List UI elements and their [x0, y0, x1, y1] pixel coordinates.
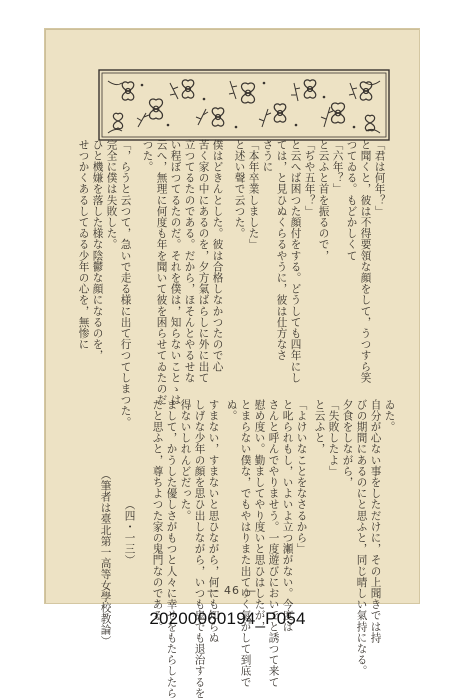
text-column: ゐた。 [383, 399, 396, 433]
text-column: 「本年卒業しました」 [247, 139, 260, 250]
text-column: 慰め度い。勤ましてやり度いと思ひはしたが， [253, 399, 266, 633]
text-column: 得ないしれんどだった。 [179, 399, 192, 522]
text-column: 自分が心ない事をしただけに，その上聞きでは持 [369, 399, 382, 644]
text-column: まして，かうした優しさがもつと人々に幸せをもたらしたら [165, 399, 178, 699]
text-column: 「よけいなことをなさるから」 [295, 399, 308, 555]
text-column: と云へば困つた顔付をする。どうしても四年にし [289, 139, 302, 384]
text-column: だと思ふと，尊ちよつた家の鬼門なのである。 [151, 399, 164, 633]
text-column: 僕はどきんとした。彼は合格しなかつたので心 [211, 139, 224, 373]
date-note: （四・一三） [123, 499, 136, 566]
page-number: ― 46 ― [207, 584, 257, 597]
text-column: びの期間にあるのにと思ふと，同じ晴しい氣持になる。 [355, 399, 368, 677]
text-column: 「失敗したよ」 [327, 399, 340, 477]
text-column: 完全に僕は失敗した。 [105, 139, 118, 250]
text-column: さんと呼んでやりませう。一度遊びにおいでと誘つて来て [267, 399, 280, 688]
text-column: すまない，すまないと思ひながら，何にも知らぬ [207, 399, 220, 644]
text-column: 夕食をしながら， [341, 399, 354, 488]
text-column: とまらない僕な，でもやはりまた出てゆく氣がして到底で [239, 399, 252, 688]
text-column: 「六年？」 [331, 139, 344, 195]
text-column: せつかくあるしてゐる少年の心を，無惨に [77, 139, 90, 350]
text-column: つてゐる。もどかしくて [345, 139, 358, 262]
text-column: ぬ。 [225, 399, 238, 422]
text-column: 「ぢや五年？」 [303, 139, 316, 217]
text-column: 云へ，無理に何度も年を聞いて彼を困らせてゐたのだ [155, 139, 168, 406]
text-column: と述い聲で云つた。 [233, 139, 246, 239]
text-column: さうに [261, 139, 274, 173]
text-column: 「君は何年？」 [373, 139, 386, 217]
floral-banner-illustration [98, 69, 390, 141]
text-column: い程ぼつてるたのだ。それを僕は，知らないことゝは [169, 139, 182, 406]
text-column: と云ふと首を振るので， [317, 139, 330, 262]
text-column: しげな少年の顔を思ひ出しながら，いつも鬼でも退治するを [193, 399, 206, 699]
text-column: 「，らうと云つて，急いで走る様に出て行つてしまつた。 [119, 139, 132, 428]
image-caption: 20200060194_P054 [149, 609, 306, 628]
text-column: ひと機嫌を落した様な陰鬱な顔になるのを， [91, 139, 104, 361]
text-column: 苦く家の中にあるのを，夕方氣ばらしに外に出て [197, 139, 210, 384]
text-column: と聞くと，彼は不得要領な顔をして，うつすら笑 [359, 139, 372, 384]
text-column: と云ふと， [313, 399, 326, 455]
text-column: 立つてるたのである。だから，ほそんとやるせな [183, 139, 196, 384]
text-column: と叱られもし，いよいよ立つ瀬がない。今度は [281, 399, 294, 633]
text-column: ては，と見ひぬくらるやうに，彼は仕方なさ [275, 139, 288, 361]
text-column: つた。 [141, 139, 154, 173]
author-note: （筆者は臺北第一高等女學校教論） [99, 469, 112, 647]
